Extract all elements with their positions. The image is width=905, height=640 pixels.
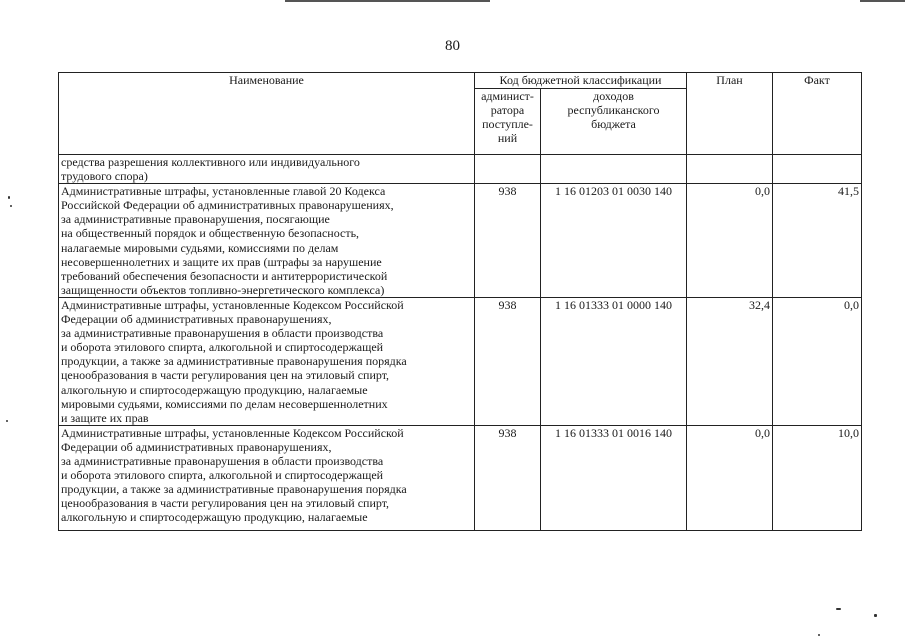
scan-speck xyxy=(10,205,12,207)
row-admin-code: 938 xyxy=(475,425,541,530)
budget-table xyxy=(58,72,862,531)
header-admin: админист- ратора поступле- ний xyxy=(475,89,541,155)
table-row xyxy=(59,297,862,425)
scan-speck xyxy=(874,614,877,617)
table-row xyxy=(59,155,862,184)
row-fact: 0,0 xyxy=(773,297,862,425)
scan-edge-line xyxy=(285,0,490,2)
header-fact: Факт xyxy=(773,73,862,155)
row-plan: 0,0 xyxy=(687,425,773,530)
table-row xyxy=(59,184,862,298)
scan-edge-line xyxy=(860,0,905,2)
row-name-clip: Административные штрафы, установленные Кодексом Российской Федерации об административных правонарушениях, за административные правонарушения в области производства и оборота этилового спирта, алкогольной и спиртосодержащей продукции, а также за административные правонарушения порядка ценообразования в части регулирования цен на этиловый спирт, алкогольную и спиртосодержащую продукцию, налагаемые xyxy=(61,425,407,525)
row-fact xyxy=(773,155,862,184)
row-plan: 32,4 xyxy=(687,297,773,425)
header-plan: План xyxy=(687,73,773,155)
scan-speck xyxy=(6,420,8,422)
row-name: средства разрешения коллективного или индивидуального трудового спора) xyxy=(59,155,475,184)
header-name: Наименование xyxy=(59,73,475,155)
page-number: 80 xyxy=(445,38,460,54)
row-admin-code: 938 xyxy=(475,184,541,298)
row-fact: 10,0 xyxy=(773,425,862,530)
row-name: Административные штрафы, установленные Кодексом Российской Федерации об административных правонарушениях, за административные правонарушения в области производства и оборота этилового спирта, алкогольной и спиртосодержащей продукции, а также за административные правонарушения порядка ценообразования в части регулирования цен на этиловый спирт, алкогольную и спиртосодержащую продукцию, налагаемые мировыми судьями, комиссиями по делам несовершеннолетних и защите их прав xyxy=(59,297,475,425)
row-name: Административные штрафы, установленные главой 20 Кодекса Российской Федерации об административных правонарушениях, за административные правонарушения, посягающие на общественный порядок и общественную безопасность, налагаемые мировыми судьями, комиссиями по делам несовершеннолетних и защите их прав (штрафы за нарушение требований обеспечения безопасности и антитеррористической защищенности объектов топливно-энергетического комплекса) xyxy=(59,184,475,298)
row-plan: 0,0 xyxy=(687,184,773,298)
row-name xyxy=(59,425,475,530)
row-income-code: 1 16 01333 01 0016 140 xyxy=(541,425,687,530)
row-admin-code: 938 xyxy=(475,297,541,425)
row-income-code xyxy=(541,155,687,184)
scan-speck xyxy=(836,608,841,610)
row-income-code: 1 16 01333 01 0000 140 xyxy=(541,297,687,425)
scan-speck xyxy=(8,196,10,199)
row-plan xyxy=(687,155,773,184)
row-admin-code xyxy=(475,155,541,184)
header-budget-classification: Код бюджетной классификации xyxy=(475,73,687,89)
scan-speck xyxy=(818,634,820,636)
header-income: доходов республиканского бюджета xyxy=(541,89,687,155)
row-fact: 41,5 xyxy=(773,184,862,298)
row-income-code: 1 16 01203 01 0030 140 xyxy=(541,184,687,298)
table-row xyxy=(59,425,862,530)
table-header xyxy=(59,73,862,155)
